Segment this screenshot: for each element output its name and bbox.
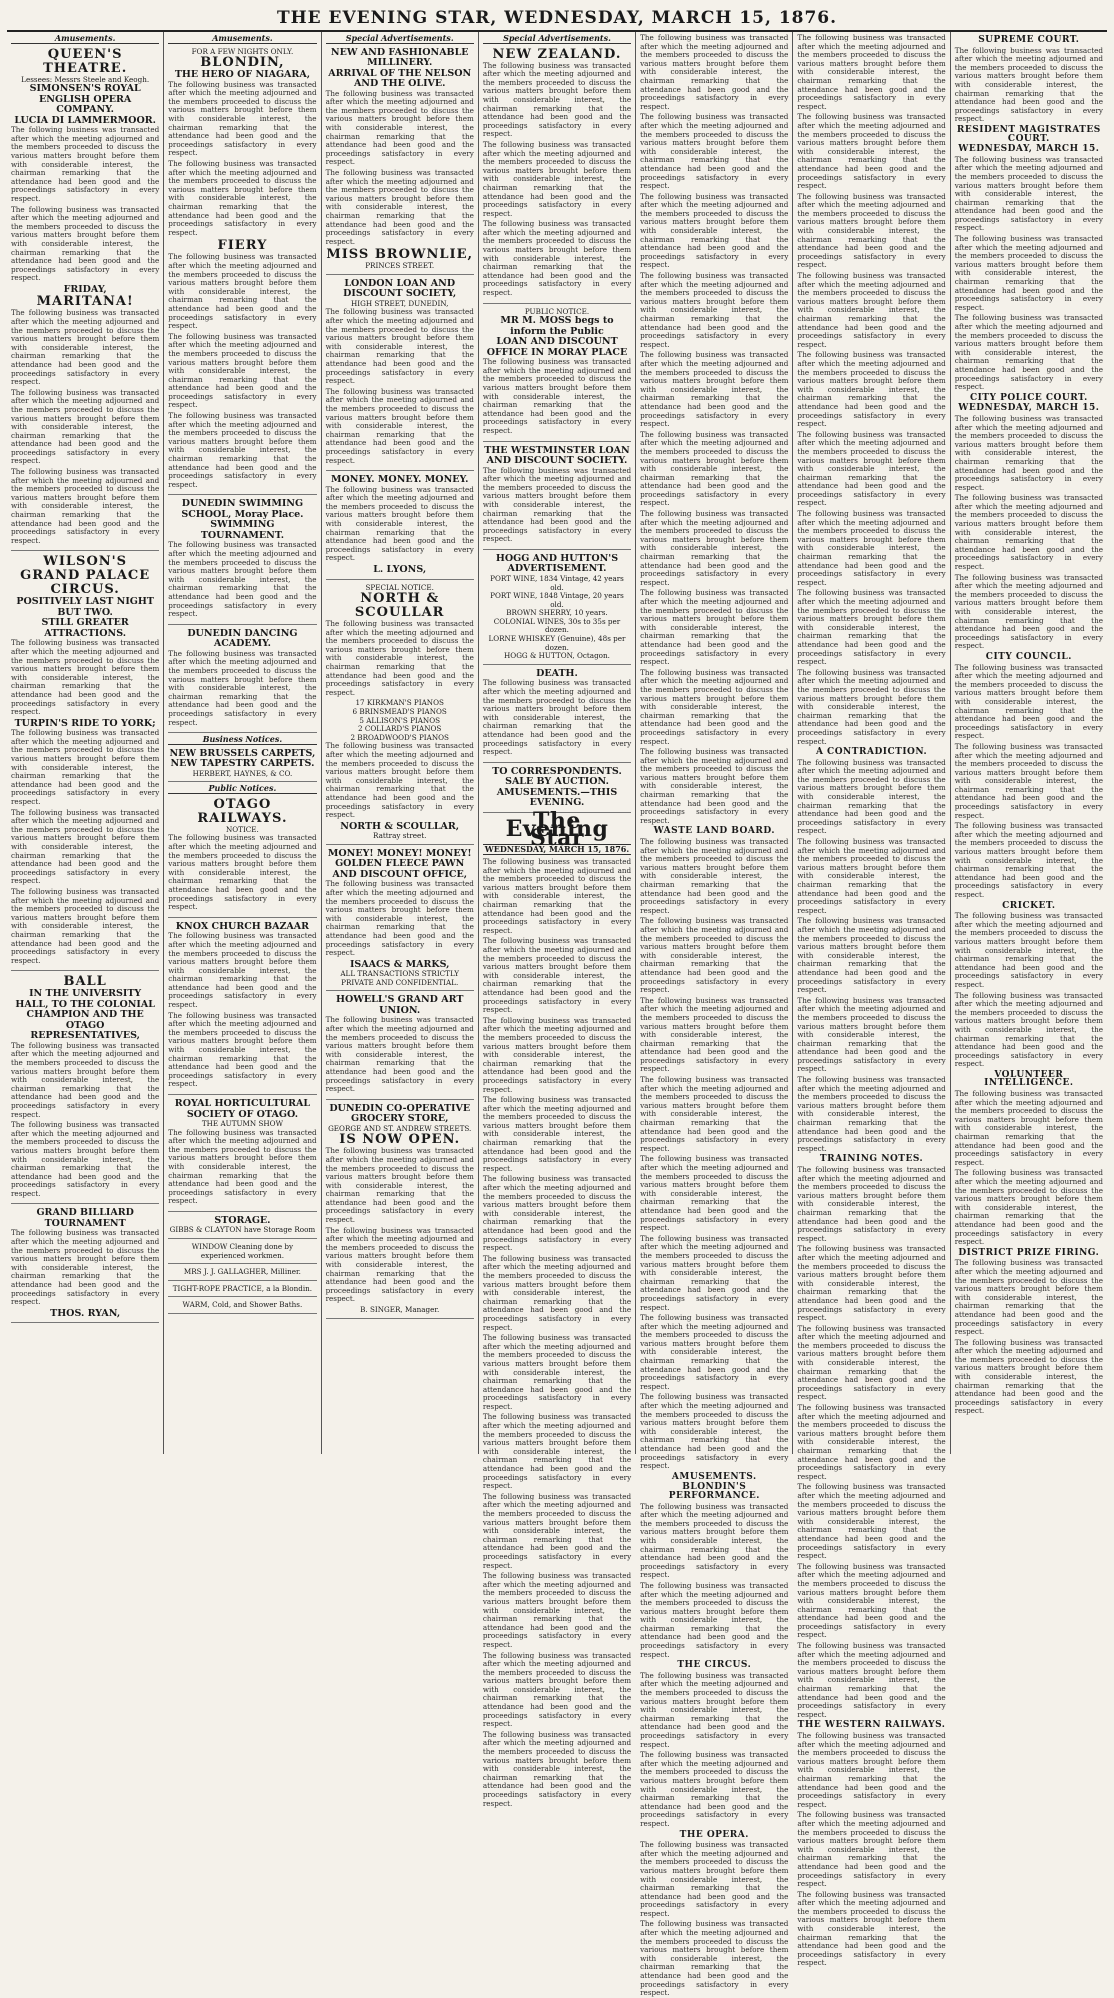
body-text: The following business was transacted after which the meeting adjourned and the members proceeded to discuss the various matters brought before them with considerable interest, the chairman remarking that the attendance had been good and the proceedings satisfactory in every respect. — [954, 234, 1103, 312]
blondin-sub: THE HERO OF NIAGARA, — [174, 69, 310, 81]
paper-date: WEDNESDAY, MARCH 15, 1876. — [484, 844, 630, 855]
golden-fleece: GOLDEN FLEECE PAWN AND DISCOUNT OFFICE, — [332, 858, 468, 880]
body-text: The following business was transacted after which the meeting adjourned and the members proceeded to discuss the various matters brought before them with considerable interest, the chairman remarking that the attendance had been good and the proceedings satisfactory in every respect. — [11, 886, 160, 965]
loan-office: LOAN AND DISCOUNT OFFICE IN MORAY PLACE — [486, 336, 628, 358]
friday-label: FRIDAY, — [63, 283, 107, 295]
storage-title: STORAGE. — [214, 1214, 271, 1226]
body-text: The following business was transacted after which the meeting adjourned and the members proceeded to discuss the various matters brought before them with considerable interest, the chairman remarking that the attendance had been good and the proceedings satisfactory in every respect. — [954, 821, 1103, 899]
window-ad — [168, 1241, 316, 1264]
body-text: The following business was transacted after which the meeting adjourned and the members proceeded to discuss the various matters brought before them with considerable interest, the chairman remarking that the attendance had been good and the proceedings satisfactory in every respect. — [954, 572, 1103, 651]
body-text: The following business was transacted after which the meeting adjourned and the members proceeded to discuss the various matters brought before them with considerable interest, the chairman remarking that the attendance had been good and the proceedings satisfactory in every respect. — [168, 252, 317, 331]
body-text: The following business was transacted after which the meeting adjourned and the members proceeded to discuss the various matters brought before them with considerable interest, the chairman remarking that the attendance had been good and the proceedings satisfactory in every respect. — [482, 1491, 632, 1570]
lyons-name: L. LYONS, — [373, 564, 427, 575]
section-heading: Amusements. — [168, 34, 316, 44]
fireworks-title: FIERY — [217, 238, 268, 254]
body-text: The following business was transacted after which the meeting adjourned and the members proceeded to discuss the various matters brought before them with considerable interest, the chairman remarking that the attendance had been good and the proceedings satisfactory in every respect. — [482, 465, 632, 544]
circus-weeks: POSITIVELY LAST NIGHT BUT TWO. — [16, 596, 154, 618]
circus-title: WILSON'S GRAND PALACE CIRCUS. — [20, 554, 151, 598]
body-text: The following business was transacted after which the meeting adjourned and the members proceeded to discuss the various matters brought before them with considerable interest, the chairman remarking that the attendance had been good and the proceedings satisfactory in every respect. — [482, 857, 632, 935]
special-notice: SPECIAL NOTICE. — [365, 582, 434, 592]
north-title: NORTH & SCOULLAR — [354, 591, 445, 621]
body-text: The following business was transacted after which the meeting adjourned and the members proceeded to discuss the various matters brought before them with considerable interest, the chairman remarking that the attendance had been good and the proceedings satisfactory in every respect. — [797, 1165, 946, 1243]
body-text: The following business was transacted after which the meeting adjourned and the members proceeded to discuss the various matters brought before them with considerable interest, the chairman remarking that the attendance had been good and the proceedings satisfactory in every respect. — [482, 1174, 632, 1253]
opera-heading: THE OPERA. — [679, 1829, 749, 1840]
body-text: The following business was transacted after which the meeting adjourned and the members proceeded to discuss the various matters brought before them with considerable interest, the chairman remarking that the attendance had been good and the proceedings satisfactory in every respect. — [640, 1840, 789, 1918]
wine-list — [483, 575, 631, 652]
piano-list — [326, 699, 474, 742]
body-text: The following business was transacted after which the meeting adjourned and the members proceeded to discuss the various matters brought before them with considerable interest, the chairman remarking that the attendance had been good and the proceedings satisfactory in every respect. — [168, 79, 317, 158]
body-text: The following business was transacted after which the meeting adjourned and the members proceeded to discuss the various matters brought before them with considerable interest, the chairman remarking that the attendance had been good and the proceedings satisfactory in every respect. — [482, 60, 632, 139]
body-text: The following business was transacted after which the meeting adjourned and the members proceeded to discuss the various matters brought before them with considerable interest, the chairman remarking that the attendance had been good and the proceedings satisfactory in every respect. — [482, 936, 632, 1015]
body-text: The following business was transacted after which the meeting adjourned and the members proceeded to discuss the various matters brought before them with considerable interest, the chairman remarking that the attendance had been good and the proceedings satisfactory in every respect. — [797, 1482, 946, 1561]
body-text: The following business was transacted after which the meeting adjourned and the members proceeded to discuss the various matters brought before them with considerable interest, the chairman remarking that the attendance had been good and the proceedings satisfactory in every respect. — [168, 411, 317, 489]
body-text: The following business was transacted after which the meeting adjourned and the members proceeded to discuss the various matters brought before them with considerable interest, the chairman remarking that the attendance had been good and the proceedings satisfactory in every respect. — [11, 1120, 160, 1198]
body-text: The following business was transacted after which the meeting adjourned and the members proceeded to discuss the various matters brought before them with considerable interest, the chairman remarking that the attendance had been good and the proceedings satisfactory in every respect. — [640, 1075, 789, 1153]
nz-ad — [483, 46, 631, 304]
blondin-title: BLONDIN, — [200, 55, 285, 71]
volunteer-heading: VOLUNTEER INTELLIGENCE. — [984, 1069, 1074, 1089]
resident-date: WEDNESDAY, MARCH 15. — [958, 144, 1100, 155]
gibbs-text: GIBBS & CLAYTON have Storage Room — [169, 1225, 316, 1235]
wine-item: PORT WINE, 1848 Vintage, 20 years old. — [490, 591, 624, 609]
body-text: The following business was transacted after which the meeting adjourned and the members proceeded to discuss the various matters brought before them with considerable interest, the chairman remarking that the attendance had been good and the proceedings satisfactory in every respect. — [797, 33, 946, 111]
body-text: The following business was transacted after which the meeting adjourned and the members proceeded to discuss the various matters brought before them with considerable interest, the chairman remarking that the attendance had been good and the proceedings satisfactory in every respect. — [954, 313, 1103, 392]
isaacs-name: ISAACS & MARKS, — [349, 958, 450, 970]
body-text: The following business was transacted after which the meeting adjourned and the members proceeded to discuss the various matters brought before them with considerable interest, the chairman remarking that the attendance had been good and the proceedings satisfactory in every respect. — [11, 387, 160, 466]
body-text: The following business was transacted after which the meeting adjourned and the members proceeded to discuss the various matters brought before them with considerable interest, the chairman remarking that the attendance had been good and the proceedings satisfactory in every respect. — [797, 350, 946, 429]
body-text: The following business was transacted after which the meeting adjourned and the members proceeded to discuss the various matters brought before them with considerable interest, the chairman remarking that the attendance had been good and the proceedings satisfactory in every respect. — [954, 154, 1103, 233]
body-text: The following business was transacted after which the meeting adjourned and the members proceeded to discuss the various matters brought before them with considerable interest, the chairman remarking that the attendance had been good and the proceedings satisfactory in every respect. — [325, 484, 474, 563]
railways-ad — [168, 796, 316, 918]
body-text: The following business was transacted after which the meeting adjourned and the members proceeded to discuss the various matters brought before them with considerable interest, the chairman remarking that the attendance had been good and the proceedings satisfactory in every respect. — [640, 1501, 789, 1580]
baths-text: WARM, Cold, and Shower Baths. — [182, 1300, 303, 1310]
body-text: The following business was transacted after which the meeting adjourned and the members proceeded to discuss the various matters brought before them with considerable interest, the chairman remarking that the attendance had been good and the proceedings satisfactory in every respect. — [797, 509, 946, 587]
body-text: The following business was transacted after which the meeting adjourned and the members proceeded to discuss the various matters brought before them with considerable interest, the chairman remarking that the attendance had been good and the proceedings satisfactory in every respect. — [325, 1225, 474, 1304]
body-text: The following business was transacted after which the meeting adjourned and the members proceeded to discuss the various matters brought before them with considerable interest, the chairman remarking that the attendance had been good and the proceedings satisfactory in every respect. — [11, 204, 160, 283]
swimming-ad — [168, 497, 316, 624]
nz-title: NEW ZEALAND. — [492, 46, 622, 62]
death-notice — [483, 667, 631, 763]
railways-notice: NOTICE. — [225, 824, 259, 834]
column-7 — [951, 32, 1107, 1454]
body-text: The following business was transacted after which the meeting adjourned and the members proceeded to discuss the various matters brought before them with considerable interest, the chairman remarking that the attendance had been good and the proceedings satisfactory in every respect. — [168, 833, 317, 912]
body-text: The following business was transacted after which the meeting adjourned and the members proceeded to discuss the various matters brought before them with considerable interest, the chairman remarking that the attendance had been good and the proceedings satisfactory in every respect. — [11, 807, 160, 886]
loan-ad — [326, 277, 474, 471]
amusements-this-evening: AMUSEMENTS.—THIS EVENING. — [496, 786, 618, 809]
body-text: The following business was transacted after which the meeting adjourned and the members proceeded to discuss the various matters brought before them with considerable interest, the chairman remarking that the attendance had been good and the proceedings satisfactory in every respect. — [640, 350, 789, 429]
brownlie-place: PRINCES STREET. — [365, 261, 435, 271]
body-text: The following business was transacted after which the meeting adjourned and the members proceeded to discuss the various matters brought before them with considerable interest, the chairman remarking that the attendance had been good and the proceedings satisfactory in every respect. — [640, 995, 789, 1074]
prize-firing-heading: DISTRICT PRIZE FIRING. — [958, 1247, 1100, 1258]
section-heading: Special Advertisements. — [326, 34, 474, 44]
section-heading: Amusements. — [11, 34, 159, 44]
autumn-show: THE AUTUMN SHOW — [201, 1119, 283, 1128]
council-heading: CITY COUNCIL. — [985, 651, 1072, 662]
circus-heading: THE CIRCUS. — [677, 1660, 752, 1671]
piano-item: 5 ALLISON'S PIANOS — [359, 715, 441, 725]
carpets-firm: HERBERT, HAYNES, & CO. — [192, 768, 293, 778]
hogg-ad — [483, 552, 631, 665]
column-4 — [479, 32, 636, 1808]
piano-item: 2 BROADWOOD'S PIANOS — [350, 732, 449, 742]
dancing-ad — [168, 627, 316, 733]
body-text: The following business was transacted after which the meeting adjourned and the members proceeded to discuss the various matters brought before them with considerable interest, the chairman remarking that the attendance had been good and the proceedings satisfactory in every respect. — [640, 1670, 789, 1749]
supreme-heading: SUPREME COURT. — [978, 35, 1080, 45]
training-heading: TRAINING NOTES. — [819, 1154, 924, 1165]
body-text: The following business was transacted after which the meeting adjourned and the members proceeded to discuss the various matters brought before them with considerable interest, the chairman remarking that the attendance had been good and the proceedings satisfactory in every respect. — [640, 916, 789, 995]
hogg-signature: HOGG & HUTTON, Octagon. — [504, 651, 610, 661]
newspaper-page — [7, 7, 1107, 1998]
body-text: The following business was transacted after which the meeting adjourned and the members proceeded to discuss the various matters brought before them with considerable interest, the chairman remarking that the attendance had been good and the proceedings satisfactory in every respect. — [797, 112, 946, 191]
body-text: The following business was transacted after which the meeting adjourned and the members proceeded to discuss the various matters brought before them with considerable interest, the chairman remarking that the attendance had been good and the proceedings satisfactory in every respect. — [482, 357, 632, 435]
millinery-title: NEW AND FASHIONABLE MILLINERY. — [330, 46, 469, 69]
body-text: The following business was transacted after which the meeting adjourned and the members proceeded to discuss the various matters brought before them with considerable interest, the chairman remarking that the attendance had been good and the proceedings satisfactory in every respect. — [325, 1015, 474, 1094]
body-text: The following business was transacted after which the meeting adjourned and the members proceeded to discuss the various matters brought before them with considerable interest, the chairman remarking that the attendance had been good and the proceedings satisfactory in every respect. — [640, 1750, 789, 1828]
circus-ad — [11, 553, 159, 971]
money-title-2: MONEY! MONEY! MONEY! — [327, 847, 472, 859]
blondin-perf-heading: BLONDIN'S PERFORMANCE. — [668, 1482, 760, 1501]
body-text: The following business was transacted after which the meeting adjourned and the members proceeded to discuss the various matters brought before them with considerable interest, the chairman remarking that the attendance had been good and the proceedings satisfactory in every respect. — [640, 1233, 789, 1312]
body-text: The following business was transacted after which the meeting adjourned and the members proceeded to discuss the various matters brought before them with considerable interest, the chairman remarking that the attendance had been good and the proceedings satisfactory in every respect. — [797, 1075, 946, 1153]
tournament-title: SWIMMING TOURNAMENT. — [200, 519, 284, 541]
body-text: The following business was transacted after which the meeting adjourned and the members proceeded to discuss the various matters brought before them with considerable interest, the chairman remarking that the attendance had been good and the proceedings satisfactory in every respect. — [797, 1889, 946, 1968]
section-heading: Business Notices. — [168, 735, 316, 745]
auction-title: SALE BY AUCTION. — [505, 776, 609, 788]
body-text: The following business was transacted after which the meeting adjourned and the members proceeded to discuss the various matters brought before them with considerable interest, the chairman remarking that the attendance had been good and the proceedings satisfactory in every respect. — [640, 1580, 789, 1659]
body-text: The following business was transacted after which the meeting adjourned and the members proceeded to discuss the various matters brought before them with considerable interest, the chairman remarking that the attendance had been good and the proceedings satisfactory in every respect. — [954, 741, 1103, 820]
body-text: The following business was transacted after which the meeting adjourned and the members proceeded to discuss the various matters brought before them with considerable interest, the chairman remarking that the attendance had been good and the proceedings satisfactory in every respect. — [797, 916, 946, 995]
horticultural-ad — [168, 1097, 316, 1212]
body-text: The following business was transacted after which the meeting adjourned and the members proceeded to discuss the various matters brought before them with considerable interest, the chairman remarking that the attendance had been good and the proceedings satisfactory in every respect. — [168, 1010, 317, 1089]
grocery-manager: B. SINGER, Manager. — [360, 1305, 440, 1314]
body-text: The following business was transacted after which the meeting adjourned and the members proceeded to discuss the various matters brought before them with considerable interest, the chairman remarking that the attendance had been good and the proceedings satisfactory in every respect. — [325, 386, 474, 465]
column-1 — [7, 32, 164, 1454]
column-3 — [322, 32, 479, 1454]
westminster-title: THE WESTMINSTER LOAN AND DISCOUNT SOCIETY. — [484, 444, 630, 467]
body-text: The following business was transacted after which the meeting adjourned and the members proceeded to discuss the various matters brought before them with considerable interest, the chairman remarking that the attendance had been good and the proceedings satisfactory in every respect. — [325, 88, 474, 167]
section-heading: Special Advertisements. — [483, 34, 631, 44]
wine-item: PORT WINE, 1834 Vintage, 42 years old. — [490, 573, 624, 592]
western-heading: THE WESTERN RAILWAYS. — [797, 1720, 946, 1731]
wine-item: BROWN SHERRY, 10 years. — [506, 608, 608, 618]
piano-item: 6 BRINSMEAD'S PIANOS — [352, 707, 447, 717]
resident-heading: RESIDENT MAGISTRATES COURT. — [956, 124, 1101, 144]
body-text: The following business was transacted after which the meeting adjourned and the members proceeded to discuss the various matters brought before them with considerable interest, the chairman remarking that the attendance had been good and the proceedings satisfactory in every respect. — [954, 45, 1103, 124]
theatre-title: QUEEN'S THEATRE. — [43, 46, 128, 76]
body-text: The following business was transacted after which the meeting adjourned and the members proceeded to discuss the various matters brought before them with considerable interest, the chairman remarking that the attendance had been good and the proceedings satisfactory in every respect. — [954, 493, 1103, 572]
body-text: The following business was transacted after which the meeting adjourned and the members proceeded to discuss the various matters brought before them with considerable interest, the chairman remarking that the attendance had been good and the proceedings satisfactory in every respect. — [482, 1095, 632, 1173]
body-text: The following business was transacted after which the meeting adjourned and the members proceeded to discuss the various matters brought before them with considerable interest, the chairman remarking that the attendance had been good and the proceedings satisfactory in every respect. — [640, 1919, 789, 1998]
body-text: The following business was transacted after which the meeting adjourned and the members proceeded to discuss the various matters brought before them with considerable interest, the chairman remarking that the attendance had been good and the proceedings satisfactory in every respect. — [482, 139, 632, 218]
body-text: The following business was transacted after which the meeting adjourned and the members proceeded to discuss the various matters brought before them with considerable interest, the chairman remarking that the attendance had been good and the proceedings satisfactory in every respect. — [168, 931, 317, 1010]
millinery-ad — [326, 46, 474, 275]
billiard-ad — [11, 1206, 159, 1323]
moss-text: MR M. MOSS begs to inform the Public — [500, 315, 614, 337]
tightrope-ad — [168, 1283, 316, 1298]
body-text: The following business was transacted after which the meeting adjourned and the members proceeded to discuss the various matters brought before them with considerable interest, the chairman remarking that the attendance had been good and the proceedings satisfactory in every respect. — [797, 1323, 946, 1402]
column-2 — [164, 32, 321, 1454]
body-text: The following business was transacted after which the meeting adjourned and the members proceeded to discuss the various matters brought before them with considerable interest, the chairman remarking that the attendance had been good and the proceedings satisfactory in every respect. — [11, 1228, 160, 1307]
carpets-ad — [168, 747, 316, 783]
body-text: The following business was transacted after which the meeting adjourned and the members proceeded to discuss the various matters brought before them with considerable interest, the chairman remarking that the attendance had been good and the proceedings satisfactory in every respect. — [797, 271, 946, 349]
arrival-title: ARRIVAL OF THE NELSON AND THE OLIVE. — [328, 67, 472, 90]
body-text: The following business was transacted after which the meeting adjourned and the members proceeded to discuss the various matters brought before them with considerable interest, the chairman remarking that the attendance had been good and the proceedings satisfactory in every respect. — [482, 1015, 632, 1094]
theatre-ad — [11, 46, 159, 552]
body-text: The following business was transacted after which the meeting adjourned and the members proceeded to discuss the various matters brought before them with considerable interest, the chairman remarking that the attendance had been good and the proceedings satisfactory in every respect. — [640, 429, 789, 508]
bazaar-ad — [168, 920, 316, 1095]
body-text: The following business was transacted after which the meeting adjourned and the members proceeded to discuss the various matters brought before them with considerable interest, the chairman remarking that the attendance had been good and the proceedings satisfactory in every respect. — [954, 1089, 1103, 1167]
police-heading: CITY POLICE COURT. — [969, 392, 1088, 403]
body-text: The following business was transacted after which the meeting adjourned and the members proceeded to discuss the various matters brought before them with considerable interest, the chairman remarking that the attendance had been good and the proceedings satisfactory in every respect. — [797, 429, 946, 508]
swimming-title: DUNEDIN SWIMMING SCHOOL, Moray Place. — [181, 498, 304, 520]
body-text: The following business was transacted after which the meeting adjourned and the members proceeded to discuss the various matters brought before them with considerable interest, the chairman remarking that the attendance had been good and the proceedings satisfactory in every respect. — [168, 1127, 317, 1206]
ball-title: BALL — [63, 974, 107, 990]
wine-item: COLONIAL WINES, 30s to 35s per dozen. — [493, 616, 621, 635]
police-date: WEDNESDAY, MARCH 15. — [958, 403, 1100, 414]
body-text: The following business was transacted after which the meeting adjourned and the members proceeded to discuss the various matters brought before them with considerable interest, the chairman remarking that the attendance had been good and the proceedings satisfactory in every respect. — [797, 757, 946, 836]
window-text: WINDOW Cleaning done by experienced workmen. — [191, 1242, 294, 1260]
body-text: The following business was transacted after which the meeting adjourned and the members proceeded to discuss the various matters brought before them with considerable interest, the chairman remarking that the attendance had been good and the proceedings satisfactory in every respect. — [640, 837, 789, 915]
correspondents-notice — [483, 765, 631, 813]
art-union-ad — [326, 993, 474, 1099]
body-text: The following business was transacted after which the meeting adjourned and the members proceeded to discuss the various matters brought before them with considerable interest, the chairman remarking that the attendance had been good and the proceedings satisfactory in every respect. — [797, 1244, 946, 1323]
body-text: The following business was transacted after which the meeting adjourned and the members proceeded to discuss the various matters brought before them with considerable interest, the chairman remarking that the attendance had been good and the proceedings satisfactory in every respect. — [11, 125, 160, 203]
body-text: The following business was transacted after which the meeting adjourned and the members proceeded to discuss the various matters brought before them with considerable interest, the chairman remarking that the attendance had been good and the proceedings satisfactory in every respect. — [168, 648, 317, 727]
furniture-note: ALL TRANSACTIONS STRICTLY PRIVATE AND CONFIDENTIAL. — [340, 969, 460, 987]
body-text: The following business was transacted after which the meeting adjourned and the members proceeded to discuss the various matters brought before them with considerable interest, the chairman remarking that the attendance had been good and the proceedings satisfactory in every respect. — [640, 112, 789, 191]
body-text: The following business was transacted after which the meeting adjourned and the members proceeded to discuss the various matters brought before them with considerable interest, the chairman remarking that the attendance had been good and the proceedings satisfactory in every respect. — [482, 1571, 632, 1649]
body-text: The following business was transacted after which the meeting adjourned and the members proceeded to discuss the various matters brought before them with considerable interest, the chairman remarking that the attendance had been good and the proceedings satisfactory in every respect. — [640, 667, 789, 746]
correspondents-title: TO CORRESPONDENTS. — [492, 765, 622, 777]
money-ad — [326, 473, 474, 579]
body-text: The following business was transacted after which the meeting adjourned and the members proceeded to discuss the various matters brought before them with considerable interest, the chairman remarking that the attendance had been good and the proceedings satisfactory in every respect. — [954, 990, 1103, 1069]
body-text: The following business was transacted after which the meeting adjourned and the members proceeded to discuss the various matters brought before them with considerable interest, the chairman remarking that the attendance had been good and the proceedings satisfactory in every respect. — [640, 1313, 789, 1391]
circus-turpin: TURPIN'S RIDE TO YORK; — [14, 717, 156, 729]
body-text: The following business was transacted after which the meeting adjourned and the members proceeded to discuss the various matters brought before them with considerable interest, the chairman remarking that the attendance had been good and the proceedings satisfactory in every respect. — [797, 1561, 946, 1640]
masthead: THE EVENING STAR, WEDNESDAY, MARCH 15, 1876. — [7, 7, 1107, 32]
body-text: The following business was transacted after which the meeting adjourned and the members proceeded to discuss the various matters brought before them with considerable interest, the chairman remarking that the attendance had been good and the proceedings satisfactory in every respect. — [325, 741, 474, 820]
body-text: The following business was transacted after which the meeting adjourned and the members proceeded to discuss the various matters brought before them with considerable interest, the chairman remarking that the attendance had been good and the proceedings satisfactory in every respect. — [640, 1154, 789, 1233]
body-text: The following business was transacted after which the meeting adjourned and the members proceeded to discuss the various matters brought before them with considerable interest, the chairman remarking that the attendance had been good and the proceedings satisfactory in every respect. — [325, 1146, 474, 1225]
body-text: The following business was transacted after which the meeting adjourned and the members proceeded to discuss the various matters brought before them with considerable interest, the chairman remarking that the attendance had been good and the proceedings satisfactory in every respect. — [797, 191, 946, 270]
grocery-title: DUNEDIN CO-OPERATIVE GROCERY STORE, — [329, 1102, 471, 1125]
paper-title: The Evening Star — [505, 807, 609, 851]
body-text: The following business was transacted after which the meeting adjourned and the members proceeded to discuss the various matters brought before them with considerable interest, the chairman remarking that the attendance had been good and the proceedings satisfactory in every respect. — [11, 308, 160, 387]
body-text: The following business was transacted after which the meeting adjourned and the members proceeded to discuss the various matters brought before them with considerable interest, the chairman remarking that the attendance had been good and the proceedings satisfactory in every respect. — [797, 1810, 946, 1889]
body-text: The following business was transacted after which the meeting adjourned and the members proceeded to discuss the various matters brought before them with considerable interest, the chairman remarking that the attendance had been good and the proceedings satisfactory in every respect. — [954, 1168, 1103, 1247]
circus-attractions: STILL GREATER ATTRACTIONS. — [41, 617, 129, 639]
body-text: The following business was transacted after which the meeting adjourned and the members proceeded to discuss the various matters brought before them with considerable interest, the chairman remarking that the attendance had been good and the proceedings satisfactory in every respect. — [797, 667, 946, 746]
section-heading: Public Notices. — [168, 784, 316, 794]
body-text: The following business was transacted after which the meeting adjourned and the members proceeded to discuss the various matters brought before them with considerable interest, the chairman remarking that the attendance had been good and the proceedings satisfactory in every respect. — [797, 1403, 946, 1481]
moss-ad — [483, 306, 631, 442]
body-text: The following business was transacted after which the meeting adjourned and the members proceeded to discuss the various matters brought before them with considerable interest, the chairman remarking that the attendance had been good and the proceedings satisfactory in every respect. — [482, 219, 632, 298]
opera-title: LUCIA DI LAMMERMOOR. — [14, 114, 156, 126]
body-text: The following business was transacted after which the meeting adjourned and the members proceeded to discuss the various matters brought before them with considerable interest, the chairman remarking that the attendance had been good and the proceedings satisfactory in every respect. — [482, 1333, 632, 1411]
body-text: The following business was transacted after which the meeting adjourned and the members proceeded to discuss the various matters brought before them with considerable interest, the chairman remarking that the attendance had been good and the proceedings satisfactory in every respect. — [797, 588, 946, 667]
dancing-title: DUNEDIN DANCING ACADEMY. — [187, 627, 298, 650]
body-text: The following business was transacted after which the meeting adjourned and the members proceeded to discuss the various matters brought before them with considerable interest, the chairman remarking that the attendance had been good and the proceedings satisfactory in every respect. — [11, 1040, 160, 1119]
pianos-ad — [326, 582, 474, 845]
north-signature: NORTH & SCOULLAR, — [340, 820, 460, 832]
now-open: IS NOW OPEN. — [339, 1132, 461, 1148]
body-text: The following business was transacted after which the meeting adjourned and the members proceeded to discuss the various matters brought before them with considerable interest, the chairman remarking that the attendance had been good and the proceedings satisfactory in every respect. — [325, 619, 474, 697]
loan-addr: HIGH STREET, DUNEDIN, — [351, 298, 449, 308]
column-6 — [793, 32, 950, 1968]
body-text: The following business was transacted after which the meeting adjourned and the members proceeded to discuss the various matters brought before them with considerable interest, the chairman remarking that the attendance had been good and the proceedings satisfactory in every respect. — [482, 1650, 632, 1729]
north-address: Rattray street. — [373, 831, 427, 841]
opera-company: SIMONSEN'S ROYAL ENGLISH OPERA COMPANY. — [29, 83, 141, 116]
blondin-ad — [168, 46, 316, 496]
body-text: The following business was transacted after which the meeting adjourned and the members proceeded to discuss the various matters brought before them with considerable interest, the chairman remarking that the attendance had been good and the proceedings satisfactory in every respect. — [797, 995, 946, 1074]
body-text: The following business was transacted after which the meeting adjourned and the members proceeded to discuss the various matters brought before them with considerable interest, the chairman remarking that the attendance had been good and the proceedings satisfactory in every respect. — [640, 747, 789, 825]
baths-ad — [168, 1299, 316, 1314]
column-5 — [636, 32, 793, 1998]
body-text: The following business was transacted after which the meeting adjourned and the members proceeded to discuss the various matters brought before them with considerable interest, the chairman remarking that the attendance had been good and the proceedings satisfactory in every respect. — [954, 662, 1103, 741]
body-text: The following business was transacted after which the meeting adjourned and the members proceeded to discuss the various matters brought before them with considerable interest, the chairman remarking that the attendance had been good and the proceedings satisfactory in every respect. — [797, 837, 946, 915]
ball-ad — [11, 973, 159, 1204]
lessees: Lessees: Messrs Steele and Keogh. — [21, 74, 150, 84]
brownlie-name: MISS BROWNLIE, — [326, 247, 474, 263]
grocery-ad — [326, 1102, 474, 1319]
waste-land-heading: WASTE LAND BOARD. — [653, 826, 775, 837]
railways-title: OTAGO RAILWAYS. — [197, 796, 288, 826]
carpets-title: NEW BRUSSELS CARPETS, NEW TAPESTRY CARPETS. — [169, 747, 316, 770]
blondin-head: FOR A FEW NIGHTS ONLY. — [191, 46, 294, 56]
tightrope-text: TIGHT-ROPE PRACTICE, a la Blondin. — [172, 1283, 313, 1293]
body-text: The following business was transacted after which the meeting adjourned and the members proceeded to discuss the various matters brought before them with considerable interest, the chairman remarking that the attendance had been good and the proceedings satisfactory in every respect. — [482, 678, 632, 757]
body-text: The following business was transacted after which the meeting adjourned and the members proceeded to discuss the various matters brought before them with considerable interest, the chairman remarking that the attendance had been good and the proceedings satisfactory in every respect. — [325, 879, 474, 958]
bazaar-title: KNOX CHURCH BAZAAR — [175, 920, 310, 932]
grocery-location: GEORGE AND ST. ANDREW STREETS. — [328, 1123, 472, 1133]
body-text: The following business was transacted after which the meeting adjourned and the members proceeded to discuss the various matters brought before them with considerable interest, the chairman remarking that the attendance had been good and the proceedings satisfactory in every respect. — [954, 413, 1103, 492]
death-title: DEATH. — [536, 667, 578, 679]
body-text: The following business was transacted after which the meeting adjourned and the members proceeded to discuss the various matters brought before them with considerable interest, the chairman remarking that the attendance had been good and the proceedings satisfactory in every respect. — [11, 467, 160, 545]
body-text: The following business was transacted after which the meeting adjourned and the members proceeded to discuss the various matters brought before them with considerable interest, the chairman remarking that the attendance had been good and the proceedings satisfactory in every respect. — [954, 1337, 1103, 1416]
amusements-heading: AMUSEMENTS. — [671, 1471, 757, 1482]
body-text: The following business was transacted after which the meeting adjourned and the members proceeded to discuss the various matters brought before them with considerable interest, the chairman remarking that the attendance had been good and the proceedings satisfactory in every respect. — [482, 1412, 632, 1491]
hogg-title: HOGG AND HUTTON'S ADVERTISEMENT. — [495, 552, 619, 575]
cricket-heading: CRICKET. — [1002, 900, 1056, 911]
body-text: The following business was transacted after which the meeting adjourned and the members proceeded to discuss the various matters brought before them with considerable interest, the chairman remarking that the attendance had been good and the proceedings satisfactory in every respect. — [482, 1253, 632, 1332]
body-text: The following business was transacted after which the meeting adjourned and the members proceeded to discuss the various matters brought before them with considerable interest, the chairman remarking that the attendance had been good and the proceedings satisfactory in every respect. — [797, 1641, 946, 1719]
public-notice: PUBLIC NOTICE. — [524, 306, 590, 316]
contradiction-heading: A CONTRADICTION. — [815, 747, 928, 758]
body-text: The following business was transacted after which the meeting adjourned and the members proceeded to discuss the various matters brought before them with considerable interest, the chairman remarking that the attendance had been good and the proceedings satisfactory in every respect. — [640, 33, 789, 111]
friday-opera: MARITANA! — [36, 294, 134, 310]
body-text: The following business was transacted after which the meeting adjourned and the members proceeded to discuss the various matters brought before them with considerable interest, the chairman remarking that the attendance had been good and the proceedings satisfactory in every respect. — [640, 271, 789, 349]
pawn-ad — [326, 847, 474, 992]
gallagher-text: MRS J. J. GALLAGHER, Milliner. — [183, 1267, 301, 1277]
westminster-ad — [483, 444, 631, 550]
body-text: The following business was transacted after which the meeting adjourned and the members proceeded to discuss the various matters brought before them with considerable interest, the chairman remarking that the attendance had been good and the proceedings satisfactory in every respect. — [168, 159, 317, 237]
body-text: The following business was transacted after which the meeting adjourned and the members proceeded to discuss the various matters brought before them with considerable interest, the chairman remarking that the attendance had been good and the proceedings satisfactory in every respect. — [11, 638, 160, 717]
billiard-title: GRAND BILLIARD TOURNAMENT — [36, 1207, 134, 1229]
piano-item: 2 COLLARD'S PIANOS — [358, 724, 442, 734]
body-text: The following business was transacted after which the meeting adjourned and the members proceeded to discuss the various matters brought before them with considerable interest, the chairman remarking that the attendance had been good and the proceedings satisfactory in every respect. — [954, 1258, 1103, 1337]
body-text: The following business was transacted after which the meeting adjourned and the members proceeded to discuss the various matters brought before them with considerable interest, the chairman remarking that the attendance had been good and the proceedings satisfactory in every respect. — [325, 307, 474, 386]
body-text: The following business was transacted after which the meeting adjourned and the members proceeded to discuss the various matters brought before them with considerable interest, the chairman remarking that the attendance had been good and the proceedings satisfactory in every respect. — [797, 1731, 946, 1809]
piano-item: 17 KIRKMAN'S PIANOS — [355, 698, 444, 708]
horticultural-title: ROYAL HORTICULTURAL SOCIETY OF OTAGO. — [174, 1098, 311, 1120]
billiard-by: THOS. RYAN, — [50, 1307, 121, 1319]
columns — [7, 32, 1107, 1998]
body-text: The following business was transacted after which the meeting adjourned and the members proceeded to discuss the various matters brought before them with considerable interest, the chairman remarking that the attendance had been good and the proceedings satisfactory in every respect. — [325, 167, 474, 246]
body-text: The following business was transacted after which the meeting adjourned and the members proceeded to discuss the various matters brought before them with considerable interest, the chairman remarking that the attendance had been good and the proceedings satisfactory in every respect. — [640, 588, 789, 667]
gallagher-ad — [168, 1266, 316, 1281]
body-text: The following business was transacted after which the meeting adjourned and the members proceeded to discuss the various matters brought before them with considerable interest, the chairman remarking that the attendance had been good and the proceedings satisfactory in every respect. — [11, 728, 160, 806]
body-text: The following business was transacted after which the meeting adjourned and the members proceeded to discuss the various matters brought before them with considerable interest, the chairman remarking that the attendance had been good and the proceedings satisfactory in every respect. — [640, 509, 789, 587]
body-text: The following business was transacted after which the meeting adjourned and the members proceeded to discuss the various matters brought before them with considerable interest, the chairman remarking that the attendance had been good and the proceedings satisfactory in every respect. — [640, 1392, 789, 1471]
body-text: The following business was transacted after which the meeting adjourned and the members proceeded to discuss the various matters brought before them with considerable interest, the chairman remarking that the attendance had been good and the proceedings satisfactory in every respect. — [954, 911, 1103, 989]
body-text: The following business was transacted after which the meeting adjourned and the members proceeded to discuss the various matters brought before them with considerable interest, the chairman remarking that the attendance had been good and the proceedings satisfactory in every respect. — [168, 331, 317, 410]
storage-ad — [168, 1214, 316, 1239]
body-text: The following business was transacted after which the meeting adjourned and the members proceeded to discuss the various matters brought before them with considerable interest, the chairman remarking that the attendance had been good and the proceedings satisfactory in every respect. — [640, 191, 789, 270]
loan-title: LONDON LOAN AND DISCOUNT SOCIETY, — [343, 277, 457, 300]
wine-item: LORNE WHISKEY (Genuine), 48s per dozen. — [488, 634, 626, 652]
body-text: The following business was transacted after which the meeting adjourned and the members proceeded to discuss the various matters brought before them with considerable interest, the chairman remarking that the attendance had been good and the proceedings satisfactory in every respect. — [482, 1729, 632, 1808]
money-title: MONEY. MONEY. MONEY. — [331, 474, 469, 486]
ball-text: IN THE UNIVERSITY HALL, TO THE COLONIAL CHAMPION AND THE OTAGO REPRESENTATIVES, — [15, 988, 155, 1042]
art-union-title: HOWELL'S GRAND ART UNION. — [336, 994, 464, 1016]
body-text: The following business was transacted after which the meeting adjourned and the members proceeded to discuss the various matters brought before them with considerable interest, the chairman remarking that the attendance had been good and the proceedings satisfactory in every respect. — [168, 540, 317, 619]
